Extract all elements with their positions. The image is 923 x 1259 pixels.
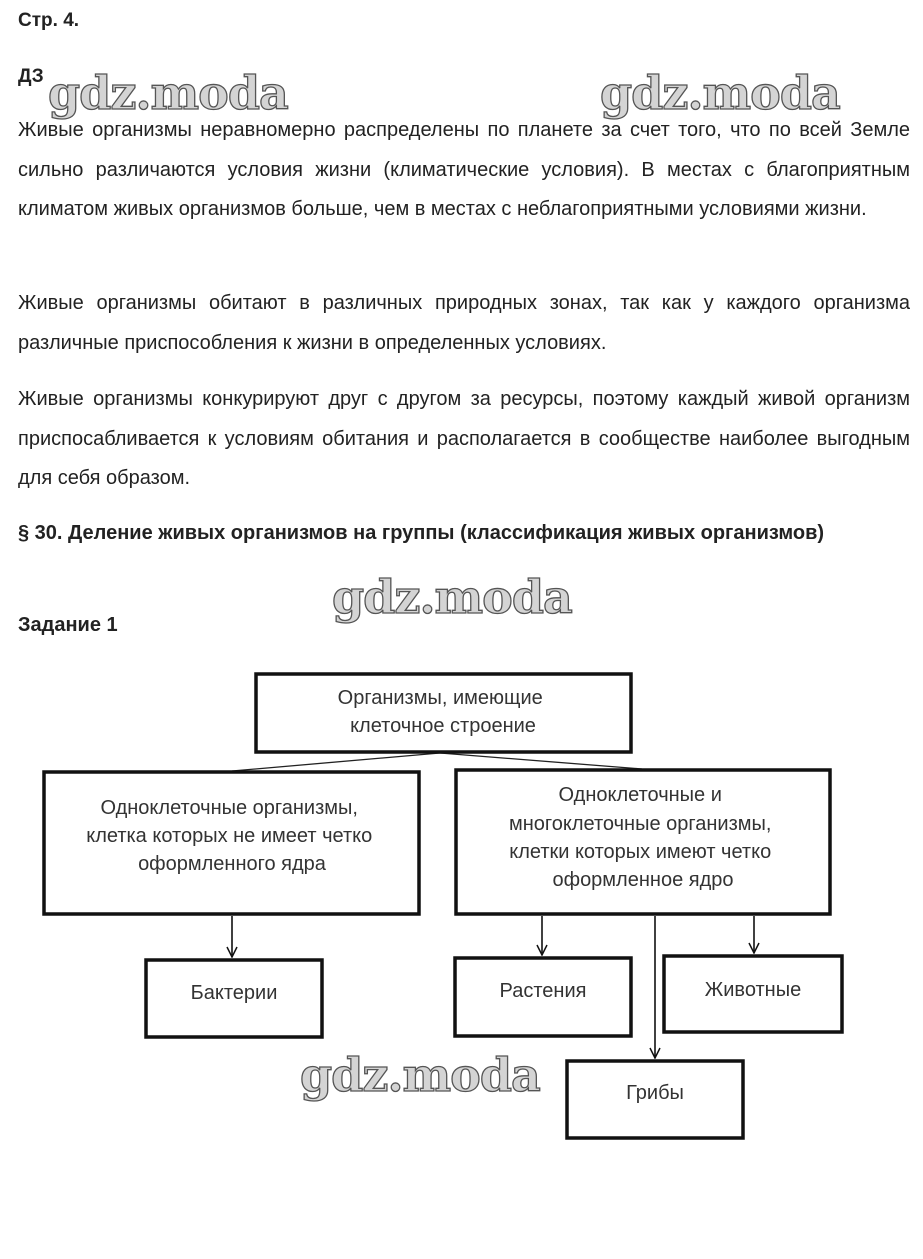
eukaryotes-line-2: многоклеточные организмы, xyxy=(509,813,772,835)
connector-root-left xyxy=(232,753,440,771)
prokaryotes-line-3: оформленного ядра xyxy=(138,853,326,875)
task-label: Задание 1 xyxy=(18,614,118,636)
prokaryotes-line-1: Одноклеточные организмы, xyxy=(100,797,358,819)
page-label: Стр. 4. xyxy=(18,10,80,31)
plants-label: Растения xyxy=(499,980,587,1002)
animals-label: Животные xyxy=(704,979,802,1001)
root-line-1: Организмы, имеющие xyxy=(337,687,543,709)
root-box xyxy=(256,674,631,752)
bacteria-label: Бактерии xyxy=(190,982,278,1004)
fungi-label: Грибы xyxy=(626,1082,684,1104)
watermark-bottom: gdz.moda xyxy=(300,1048,540,1102)
eukaryotes-line-4: оформленное ядро xyxy=(552,869,734,891)
homework-label: ДЗ xyxy=(18,66,44,87)
watermark-top-right: gdz.moda xyxy=(600,66,840,120)
section-title: § 30. Деление живых организмов на группы (классификация живых организмов) xyxy=(18,522,825,544)
watermark-middle: gdz.moda xyxy=(332,570,572,624)
paragraph-1: Живые организмы неравномерно распределены по планете за счет того, что по всей Земле сильно различаются условия жизни (климатические условия). В местах с благоприятным климатом живых организмов больше, чем в местах с неблагоприятными условиями жизни. xyxy=(18,119,910,221)
paragraph-3: Живые организмы конкурируют друг с другом за ресурсы, поэтому каждый живой организм приспосабливается к условиям обитания и располагается в сообществе наиболее выгодным для себя образом. xyxy=(18,388,910,490)
watermark-top-left: gdz.moda xyxy=(48,66,288,120)
connector-root-right xyxy=(440,753,642,769)
eukaryotes-line-3: клетки которых имеют четко xyxy=(509,841,772,863)
root-line-2: клеточное строение xyxy=(350,715,536,737)
prokaryotes-line-2: клетка которых не имеет четко xyxy=(86,825,373,847)
paragraph-2: Живые организмы обитают в различных природных зонах, так как у каждого организма различные приспособления к жизни в определенных условиях. xyxy=(18,292,910,354)
eukaryotes-line-1: Одноклеточные и xyxy=(558,784,722,806)
